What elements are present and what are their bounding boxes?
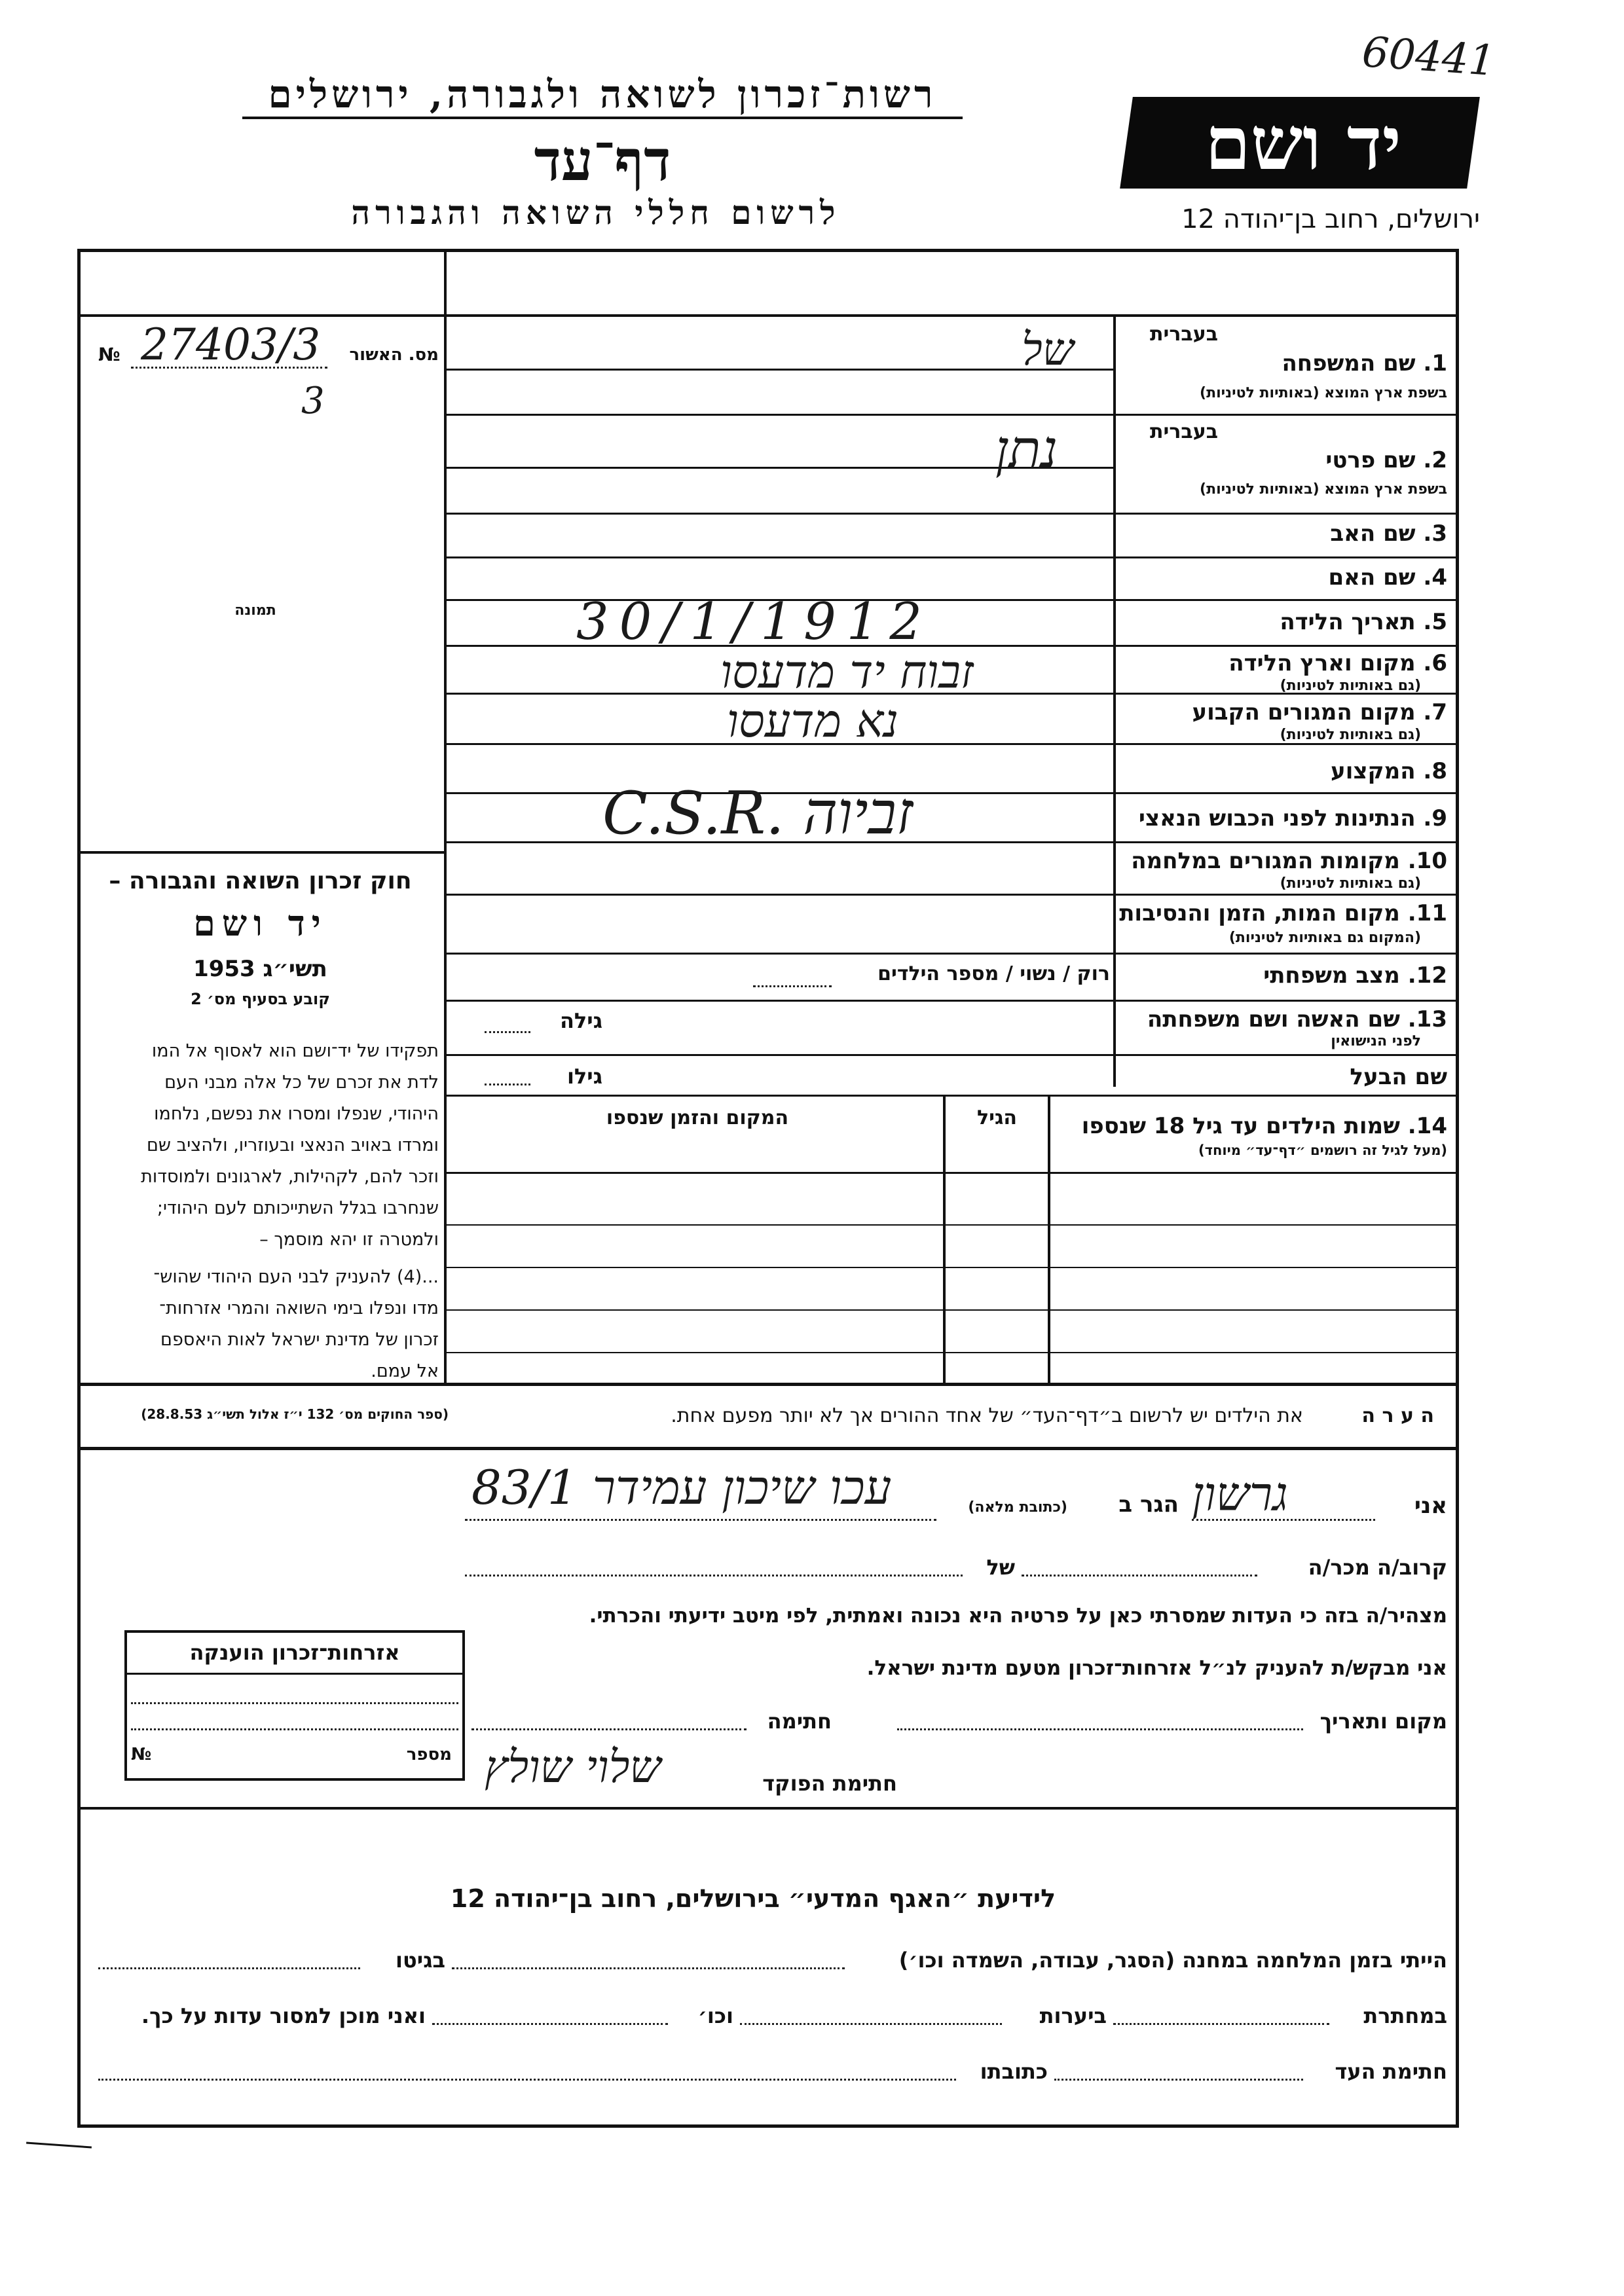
law-body-line-6: שנחרבו בגלל השתייכותם לעם היהודי; [157,1198,439,1218]
children-text: שמות הילדים עד גיל 18 שנספו [1081,1113,1400,1139]
children-num: 14. [1407,1113,1447,1139]
bottom-section-line [77,1807,1459,1810]
decl-name-dots [1192,1519,1375,1521]
decl-resides-label: הגר ב [1118,1491,1179,1518]
field-4-text: שם האם [1328,564,1416,591]
law-top-line [77,851,447,854]
field-10-label [1120,848,1447,874]
field-13-label [1120,1006,1447,1032]
field-7-label [1120,699,1447,725]
children-label [1054,1113,1447,1139]
warn-box-number-sign: № [131,1745,152,1764]
field-9-num: 9. [1423,805,1447,831]
marital-options: רוק / נשוי / מספר הילדים [877,962,1110,985]
law-body-line-1: תפקידו של יד־ושם הוא לאסוף אל המו [151,1041,439,1061]
field-2-label [1120,447,1447,473]
children-row-line [447,1224,1459,1226]
law-citation: (ספר החוקים מס׳ 132 י״ז אלול תשי״ג 28.8.53) [141,1406,449,1422]
bottom-line2-dots1 [1113,2023,1329,2025]
warn-box-title-line [124,1673,465,1675]
law-section: קובע בסעיף מס׳ 2 [191,990,330,1008]
row-line [447,894,1459,896]
field-11-sub: (המקום גם באותיות לטיניות) [1228,930,1421,946]
field-11-label [1120,900,1447,926]
children-sub: (מעל לגיל זה רושמים ״דף־עד״ מיוחד) [1198,1142,1447,1158]
decl-signature-label: חתימה [767,1709,832,1734]
note-bottom-line [77,1447,1459,1450]
form-subtitle: לרשום חללי השואה והגבורה [351,193,841,232]
row-line [447,743,1459,745]
field-10-text: מקומות המגורים במלחמה [1131,848,1400,874]
law-body-line-5: וזכר להם, לקהילות, לארגונים ולמוסדות [141,1167,439,1187]
approval-label: מס. האשור [349,345,439,365]
bottom-line2-etc: וכו׳ [697,2003,733,2028]
wife-age-label: גילה [559,1008,602,1033]
field-5-label [1120,609,1447,635]
field-1-num: 1. [1423,350,1447,376]
decl-address-hint: (כתובת מלאה) [968,1499,1067,1516]
bottom-line3-dots1 [1054,2079,1303,2081]
form-title: דף־עד [534,128,671,194]
decl-name-value[interactable]: גרשון [1192,1467,1288,1522]
field-6-sub: (גם באותיות לטיניות) [1280,678,1421,694]
field-6-num: 6. [1423,650,1447,676]
field-8-num: 8. [1423,758,1447,784]
row-line [447,414,1459,416]
birth-place-value[interactable]: זבוח יד מדעסו [720,645,974,699]
field-1-lang: בעברית [1150,323,1218,346]
first-name-value[interactable]: נתן [995,419,1058,480]
decl-statement: מצהיר/ה בזה כי העדות שמסרתי כאן על פרטיה היא נכונה ואמתית, לפי מיטב ידיעתי והכרתי. [589,1604,1447,1628]
decl-address-value[interactable]: עכו שיכון עמידר 83/1 [471,1460,892,1515]
warn-box-line-1 [131,1702,458,1704]
address-line: ירושלים, רחוב בן־יהודה 12 [1181,204,1480,234]
warn-box-title: אזרחות־זכרון הוענקה [189,1640,400,1665]
bottom-line1-camp: הייתי בזמן המלחמה במחנה (הסגר, עבודה, השמדה וכו׳) [898,1948,1447,1973]
field-2-num: 2. [1423,447,1447,473]
warn-box-number-label: מספר [406,1745,452,1764]
field-12-text: מצב משפחתי [1263,962,1400,989]
children-row-line [447,1267,1459,1268]
bottom-line1-dots2 [98,1967,360,1969]
children-header-line [447,1172,1459,1174]
decl-relative-dots [1022,1575,1257,1576]
field-9-label [1120,805,1447,831]
row-line [447,1095,1459,1097]
archive-number-annotation: 60441 [1360,27,1497,86]
bottom-line3-address: כתובתו [980,2059,1048,2084]
law-body2-line-1: ...(4) להעניק לבני העם היהודי שהוש־ [153,1267,439,1287]
field-7-sub: (גם באותיות לטיניות) [1280,727,1421,743]
husband-age-dots [485,1084,530,1085]
approval-number-value: 27403/3 [141,319,321,370]
field-6-text: מקום וארץ הלידה [1228,650,1416,676]
field-7-num: 7. [1423,699,1447,725]
row-line [447,369,1113,371]
decl-inspector-signature: שלוי שולץ [485,1741,661,1793]
decl-place-date-dots [897,1728,1303,1730]
logo-text: יד ושם [1204,101,1402,187]
row-line [447,1054,1459,1056]
decl-i-label: אני [1414,1493,1447,1519]
law-year: תשי״ג 1953 [193,956,327,982]
field-2-lang: בעברית [1150,420,1218,443]
scan-mark [26,2142,92,2149]
field-13-num: 13. [1407,1006,1447,1032]
field-3-text: שם האב [1330,520,1416,547]
field-11-num: 11. [1407,900,1447,926]
nationality-value[interactable]: C.S.R. זביוה [602,779,913,848]
approval-extra-mark: 3 [301,380,325,422]
label-column-divider [1113,314,1116,1087]
law-body2-line-3: זכרון של מדינת ישראל לאות היאספם [160,1330,439,1350]
field-8-label [1120,758,1447,784]
field-1-text: שם המשפחה [1282,350,1416,376]
field-1-label [1120,350,1447,376]
note-text: את הילדים יש לרשום ב״דף־העד״ של אחד ההורים אך לא יותר מפעם אחת. [671,1404,1303,1427]
children-row-line [447,1352,1459,1353]
bottom-line2-forests: ביערות [1039,2003,1107,2028]
field-12-label [1120,962,1447,989]
children-age-col-left [943,1097,946,1385]
field-12-num: 12. [1407,962,1447,989]
husband-label: שם הבעל [1350,1064,1447,1090]
field-11-text: מקום המות, הזמן והנסיבות [1119,900,1400,926]
field-7-text: מקום המגורים הקבוע [1192,699,1416,725]
children-age-col-right [1048,1097,1050,1385]
law-heading: חוק זכרון השואה והגבורה – [109,867,412,894]
bottom-line3-witness-sign: חתימת העד [1335,2059,1447,2084]
warn-box-line-2 [131,1728,458,1730]
bottom-heading: לידיעת ״האגף המדעי״ בירושלים, רחוב בן־יהודה 12 [450,1884,1056,1913]
decl-of-dots [465,1575,963,1576]
row-line [447,792,1459,794]
marital-dots [753,985,832,987]
decl-place-date-label: מקום ותאריך [1320,1709,1447,1734]
bottom-line2-dots3 [432,2023,668,2025]
husband-age-label: גילו [566,1064,602,1089]
field-9-text: הנתינות לפני הכבוש הנאצי [1138,805,1416,831]
law-body2-line-2: מדו ונפלו בימי השואה והמרי אזרחות־ [159,1298,439,1319]
decl-relative-label: קרוב/ה מכר/ה [1308,1555,1447,1580]
birth-date-value[interactable]: 30/1/1912 [576,592,932,651]
note-top-line [77,1383,1459,1386]
field-4-label [1120,564,1447,591]
field-2-text: שם פרטי [1325,447,1416,473]
decl-address-dots [465,1519,936,1521]
wife-age-dots [485,1031,530,1033]
authority-underline [242,117,963,119]
bottom-line2-dots2 [740,2023,1002,2025]
row-line [447,556,1459,558]
field-8-text: המקצוע [1331,758,1416,784]
field-3-label [1120,520,1447,547]
field-5-text: תאריך הלידה [1280,609,1416,635]
top-row-line [77,314,1459,317]
children-place-header: המקום והזמן שנספו [606,1106,789,1129]
field-13-text: שם האשה ושם משפחתה [1147,1006,1400,1032]
field-13-sub: לפני הנישואין [1331,1033,1421,1049]
authority-heading: רשות־זכרון לשואה ולגבורה, ירושלים [268,72,937,117]
law-body-line-3: היהודי, שנפלו ומסרו את נפשם, נלחמו [154,1104,439,1124]
row-line [447,513,1459,515]
bottom-line1-ghetto: בגיטו [396,1948,445,1973]
field-1-sub: בשפת ארץ המוצא (באותיות לטיניות) [1200,385,1447,401]
law-body-line-4: ומרדו באויב הנאצי ובעוזריו, ולהציב שם [146,1135,439,1156]
row-line [447,1000,1459,1002]
decl-request: אני מבקש/ת להעניק לנ״ל אזרחות־זכרון מטעם מדינת ישראל. [866,1656,1447,1680]
field-5-num: 5. [1423,609,1447,635]
law-name: יד ושם [193,902,327,944]
residence-value[interactable]: נא מדעסו [727,694,898,748]
field-3-num: 3. [1423,520,1447,547]
approval-sign: № [98,344,120,365]
children-age-header: הגיל [977,1106,1017,1129]
law-body2-line-4: אל עמם. [371,1361,439,1381]
bottom-line2-testify: ואני מוכן למסור עדות על כך. [141,2003,426,2028]
law-body-line-7: ולמטרה זו יהא מוסמך – [259,1230,439,1250]
field-6-label [1120,650,1447,676]
left-column-divider [444,251,447,1383]
decl-of-label: של [986,1555,1015,1580]
bottom-line1-dots1 [452,1967,845,1969]
row-line [447,841,1459,843]
approval-dots [131,367,327,369]
bottom-line3-dots2 [98,2079,956,2081]
decl-inspector-label: חתימת הפוקד [762,1771,897,1796]
row-line [447,953,1459,955]
children-row-line [447,1309,1459,1311]
field-4-num: 4. [1423,564,1447,591]
law-body-line-2: לדת את זכרם של כל אלה מבני העם [164,1072,439,1093]
field-10-num: 10. [1407,848,1447,874]
decl-signature-dots [471,1728,747,1730]
photo-label: תמונה [234,602,276,619]
bottom-line2-underground: במחתרת [1363,2003,1447,2028]
surname-value[interactable]: של [1022,324,1074,376]
field-2-sub: בשפת ארץ המוצא (באותיות לטיניות) [1200,481,1447,498]
note-label: ה ע ר ה [1361,1404,1434,1427]
field-10-sub: (גם באותיות לטיניות) [1280,875,1421,892]
